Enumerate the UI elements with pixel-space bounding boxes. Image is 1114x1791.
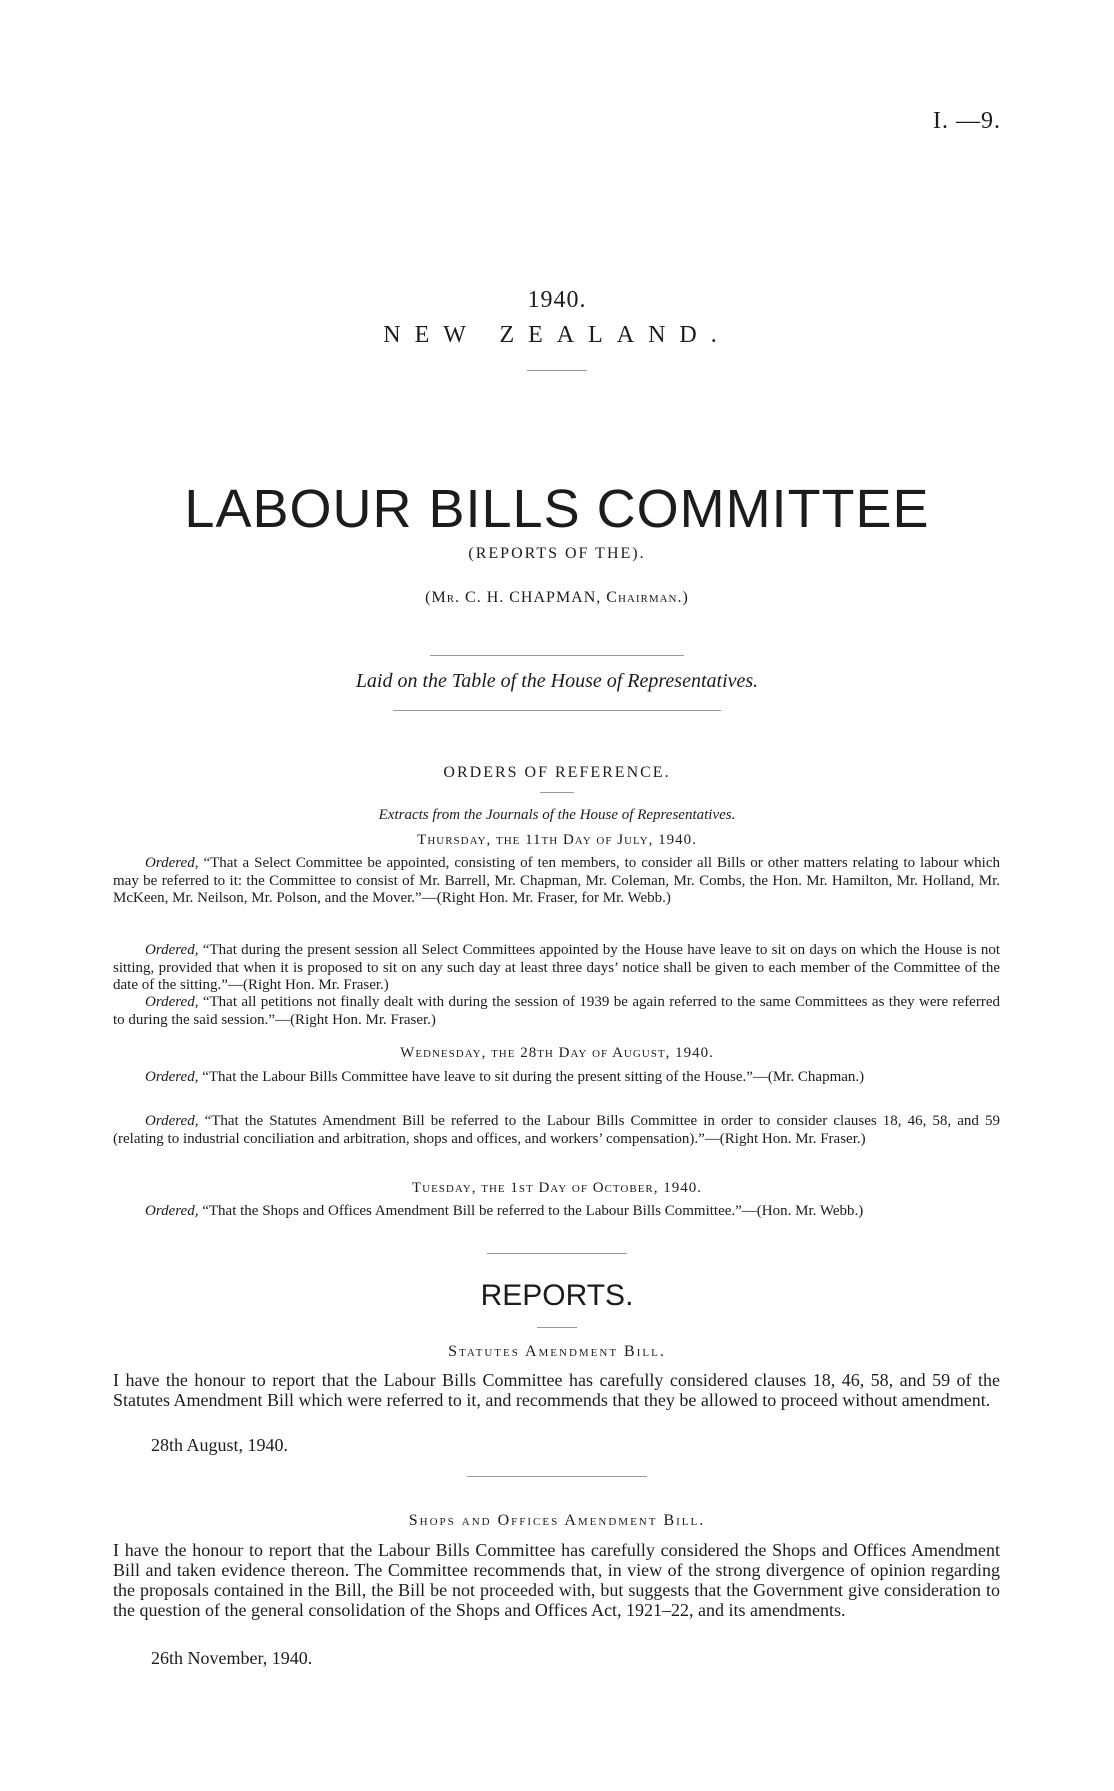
sitting-date: Wednesday, the 28th Day of August, 1940.: [400, 1045, 714, 1061]
document-subtitle: (REPORTS OF THE).: [468, 545, 646, 562]
order-paragraph: [113, 855, 1000, 908]
order-text: “That the Shops and Offices Amendment Bill be referred to the Labour Bills Committee.”—(Hon. Mr. Webb.): [202, 1203, 864, 1219]
order-paragraph: [113, 1069, 1000, 1087]
divider: [487, 1253, 627, 1254]
country: NEW ZEALAND.: [383, 322, 731, 348]
order-paragraph: [113, 1113, 1000, 1148]
chairman-line: (Mr. C. H. CHAPMAN, Chairman.): [425, 589, 689, 606]
report-date: 26th November, 1940.: [151, 1648, 313, 1668]
year: 1940.: [527, 287, 587, 313]
order-text: “That the Labour Bills Committee have leave to sit during the present sitting of the House.”—(Mr. Chapman.): [202, 1069, 865, 1085]
ordered-label: Ordered,: [145, 942, 199, 958]
report-date: 28th August, 1940.: [151, 1435, 289, 1455]
ordered-label: Ordered,: [145, 1069, 199, 1085]
document-title: LABOUR BILLS COMMITTEE: [184, 479, 930, 539]
divider: [393, 710, 721, 711]
divider: [537, 1327, 577, 1328]
divider: [430, 655, 684, 656]
order-paragraph: [113, 942, 1000, 995]
order-text: “That during the present session all Select Committees appointed by the House have leave to sit on days on which the House is not sitting, provided that when it is proposed to sit on any such day at least three days’ notice shall be given to each member of the Committee of the date of the sitting.”—(Right Hon. Mr. Fraser.): [113, 942, 1000, 993]
divider: [527, 370, 587, 371]
orders-of-reference-heading: ORDERS OF REFERENCE.: [443, 764, 671, 781]
extracts-line: Extracts from the Journals of the House of Representatives.: [378, 807, 736, 823]
ordered-label: Ordered,: [145, 855, 199, 871]
order-text: “That all petitions not finally dealt with during the session of 1939 be again referred to the same Committees as they were referred to during the said session.”—(Right Hon. Mr. Fraser.): [113, 994, 1000, 1028]
sitting-date: Tuesday, the 1st Day of October, 1940.: [411, 1180, 703, 1196]
order-paragraph: [113, 994, 1000, 1029]
divider: [540, 792, 574, 793]
ordered-label: Ordered,: [145, 1203, 199, 1219]
reports-heading: REPORTS.: [480, 1279, 634, 1312]
divider: [467, 1476, 647, 1477]
bill-heading: Statutes Amendment Bill.: [448, 1343, 666, 1360]
ordered-label: Ordered,: [145, 1113, 199, 1129]
order-text: “That the Statutes Amendment Bill be referred to the Labour Bills Committee in order to consider clauses 18, 46, 58, and 59 (relating to industrial conciliation and arbitration, shops and offices, and workers’ compensation).”—(Right Hon. Mr. Fraser.): [113, 1113, 1001, 1147]
page-reference: I. —9.: [933, 108, 1001, 134]
bill-heading: Shops and Offices Amendment Bill.: [408, 1512, 706, 1529]
report-paragraph: I have the honour to report that the Labour Bills Committee has carefully considered the Shops and Offices Amendment Bill and taken evidence thereon. The Committee recommends that, in view of the strong divergence of opinion regarding the proposals contained in the Bill, the Bill be not proceeded with, but suggests that the Government give consideration to the question of the general consolidation of the Shops and Offices Act, 1921–22, and its amendments.: [113, 1540, 1000, 1620]
sitting-date: Thursday, the 11th Day of July, 1940.: [417, 832, 697, 848]
order-paragraph: [113, 1203, 1000, 1221]
laid-on-table: Laid on the Table of the House of Representatives.: [355, 670, 759, 692]
report-paragraph: I have the honour to report that the Labour Bills Committee has carefully considered clauses 18, 46, 58, and 59 of the Statutes Amendment Bill which were referred to it, and recommends that they be allowed to proceed without amendment.: [113, 1370, 1000, 1410]
ordered-label: Ordered,: [145, 994, 199, 1010]
order-text: “That a Select Committee be appointed, consisting of ten members, to consider all Bills or other matters relating to labour which may be referred to it: the Committee to consist of Mr. Barrell, Mr. Chapman, Mr. Coleman, Mr. Combs, the Hon. Mr. Hamilton, Mr. Holland, Mr. McKeen, Mr. Neilson, Mr. Polson, and the Mover.”—(Right Hon. Mr. Fraser, for Mr. Webb.): [113, 855, 1000, 906]
